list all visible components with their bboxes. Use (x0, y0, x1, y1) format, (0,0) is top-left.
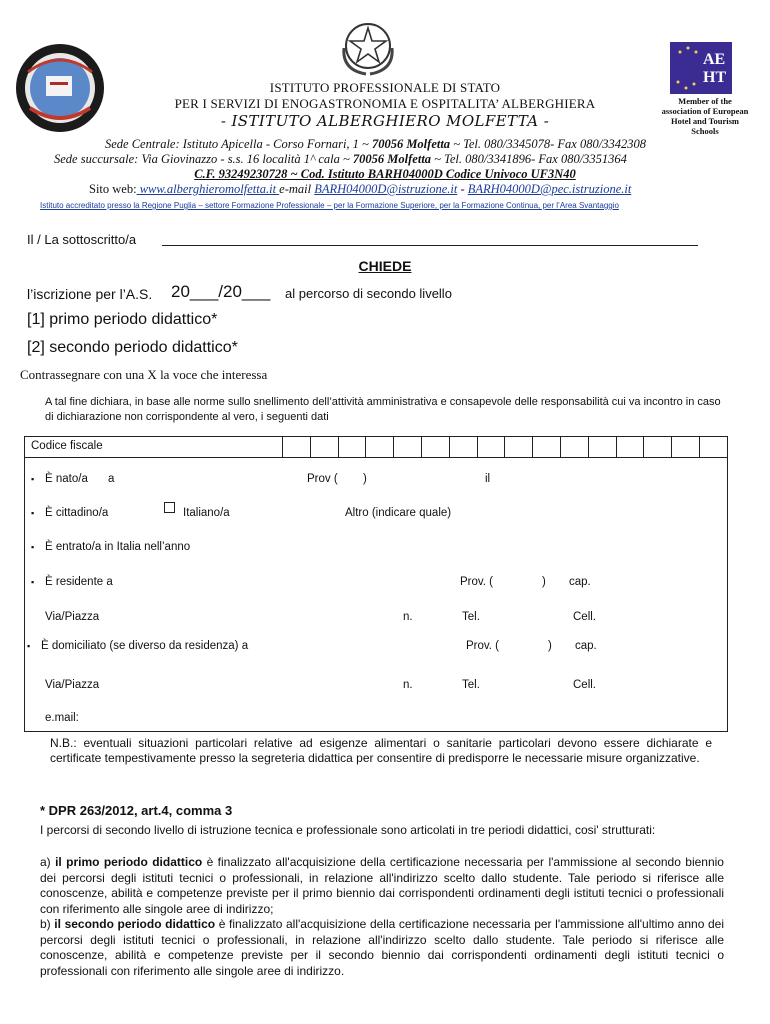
dpr-intro: I percorsi di secondo livello di istruzione tecnica e professionale sono articolati in tre periodi didattici, cosi' strutturati: (40, 823, 656, 837)
nb-note: N.B.: eventuali situazioni particolari relative ad esigenze alimentari o sanitarie particolari devono essere dichiarate e certificate tempestivamente presso la segreteria didattica per consentire di predisporre le necessarie misure organizzative. (50, 736, 712, 765)
residente-prov-open: Prov. ( (460, 576, 494, 588)
codice-fiscale-row (24, 436, 728, 458)
point-a-label: a) (40, 855, 51, 869)
codice-fiscale-cell[interactable] (532, 437, 561, 457)
email-field-label: e.mail: (45, 712, 79, 724)
codice-fiscale-cell[interactable] (643, 437, 672, 457)
nato-prov-close: ) (363, 473, 367, 485)
percorso-label: al percorso di secondo livello (285, 286, 452, 301)
email-link[interactable]: BARH04000D@istruzione.it (314, 182, 458, 196)
svg-text:HT: HT (703, 69, 727, 86)
domiciliato-n-label: n. (403, 679, 413, 691)
school-year-field[interactable]: 20___/20___ (171, 282, 271, 301)
chiede-heading: CHIEDE (358, 258, 412, 274)
accreditation-note: Istituto accreditato presso la Regione Puglia – settore Formazione Professionale – per la Formazione Superiore, per la Formazione Continua, per l’Area Svantaggio (40, 201, 619, 210)
codice-fiscale-cell[interactable] (560, 437, 589, 457)
dpr-title: * DPR 263/2012, art.4, comma 3 (40, 803, 233, 818)
nato-label: È nato/a (45, 473, 88, 485)
sottoscritto-label: Il / La sottoscritto/a (27, 232, 137, 247)
codice-fiscale-cell[interactable] (310, 437, 339, 457)
point-a-title: il primo periodo didattico (55, 855, 203, 869)
site-link[interactable]: www.alberghieromolfetta.it (136, 182, 280, 196)
bullet: ▪ (27, 641, 31, 651)
contrassegnare-note: Contrassegnare con una X la voce che interessa (20, 367, 268, 382)
residente-cell-label: Cell. (573, 611, 597, 623)
frame-left (24, 457, 25, 731)
bullet: ▪ (31, 474, 35, 484)
codice-fiscale-cell[interactable] (393, 437, 422, 457)
web-contacts (89, 182, 631, 197)
codice-fiscale-label: Codice fiscale (31, 440, 103, 452)
svg-text:AE: AE (703, 51, 726, 68)
codice-fiscale-cell[interactable] (671, 437, 700, 457)
sede-succursale-address: Sede succursale: Via Giovinazzo - s.s. 16 località 1^ cala ~ (54, 152, 353, 166)
domiciliato-label: È domiciliato (se diverso da residenza) a (41, 640, 249, 652)
cittadino-label: È cittadino/a (45, 507, 109, 519)
institute-title-line3: - ISTITUTO ALBERGHIERO MOLFETTA - (220, 112, 550, 130)
point-b-title: il secondo periodo didattico (54, 917, 216, 931)
frame-bottom (24, 731, 728, 732)
codice-fiscale-cell[interactable] (421, 437, 450, 457)
domiciliato-cap-label: cap. (575, 640, 597, 652)
sottoscritto-line[interactable] (162, 245, 698, 246)
codice-fiscale-cell[interactable] (477, 437, 506, 457)
point-b-text: è finalizzato all'acquisizione della certificazione necessaria per l'ammissione all'ultimo anno dei percorsi degli istituti tecnici o professionali, in relazione all'indirizzo scelto dallo studente. Tale periodo si riferisce alle conoscenze, abilità e competenze previste per il secondo biennio dai corrispondenti ordinamenti degli istituti tecnici o professionali con riferimento alle singole aree di indirizzo. (40, 917, 724, 978)
residente-prov-close: ) (542, 576, 546, 588)
italian-republic-emblem (336, 18, 400, 78)
residente-tel-label: Tel. (462, 611, 480, 623)
point-a-text: è finalizzato all'acquisizione della certificazione necessaria per l'ammissione al secondo biennio dei percorsi degli istituti tecnici o professionali, in relazione all'indirizzo scelto dallo studente. Tale periodo si riferisce alle conoscenze, abilità e competenze previste per il primo biennio dai corrispondenti ordinamenti degli istituti tecnici o professionali con riferimento alle singole aree di indirizzo; (40, 855, 724, 916)
fiscal-code-line: C.F. 93249230728 ~ Cod. Istituto BARH04000D Codice Univoco UF3N40 (194, 167, 576, 181)
sede-centrale-city: 70056 Molfetta (371, 137, 451, 151)
codice-fiscale-cell[interactable] (365, 437, 394, 457)
residente-label: È residente a (45, 576, 113, 588)
option-primo-periodo[interactable]: [1] primo periodo didattico* (27, 311, 218, 328)
italiano-label: Italiano/a (183, 507, 230, 519)
bullet: ▪ (31, 577, 35, 587)
sede-centrale-address: Sede Centrale: Istituto Apicella - Corso Fornari, 1 ~ (105, 137, 372, 151)
codice-fiscale-cell[interactable] (338, 437, 367, 457)
codice-fiscale-cell[interactable] (616, 437, 645, 457)
italiano-checkbox[interactable] (164, 502, 175, 513)
nato-il-label: il (485, 473, 491, 485)
point-b-label: b) (40, 917, 51, 931)
residente-cap-label: cap. (569, 576, 591, 588)
codice-fiscale-cell[interactable] (504, 437, 533, 457)
bullet: ▪ (31, 508, 35, 518)
frame-right (727, 457, 728, 731)
codice-fiscale-cell[interactable] (699, 437, 728, 457)
altro-label: Altro (indicare quale) (345, 507, 452, 519)
institute-title-line1: ISTITUTO PROFESSIONALE DI STATO (269, 80, 501, 95)
entrato-label: È entrato/a in Italia nell’anno (45, 541, 191, 553)
option-secondo-periodo[interactable]: [2] secondo periodo didattico* (27, 339, 238, 356)
iscrizione-label: l’iscrizione per l’A.S. (27, 286, 153, 302)
domiciliato-prov-close: ) (548, 640, 552, 652)
sede-succursale (54, 152, 627, 167)
separator: - (457, 182, 468, 196)
dichiara-paragraph: A tal fine dichiara, in base alle norme sullo snellimento dell’attività amministrativa e consapevole delle responsabilità cui va incontro in caso di dichiarazione non corrispondente al vero, i seguenti dati (45, 396, 721, 423)
nato-a-label: a (108, 473, 115, 485)
codice-fiscale-cell[interactable] (449, 437, 478, 457)
sede-succursale-contacts: ~ Tel. 080/3341896- Fax 080/3351364 (431, 152, 627, 166)
email-label: e-mail (279, 182, 312, 196)
residente-n-label: n. (403, 611, 413, 623)
dpr-point-b (40, 917, 724, 979)
domiciliato-tel-label: Tel. (462, 679, 480, 691)
sede-centrale-contacts: ~ Tel. 080/3345078- Fax 080/3342308 (450, 137, 646, 151)
dpr-point-a (40, 855, 724, 917)
sede-succursale-city: 70056 Molfetta (352, 152, 432, 166)
pec-email-link[interactable]: BARH04000D@pec.istruzione.it (467, 182, 632, 196)
site-label: Sito web: (89, 182, 137, 196)
codice-fiscale-cell[interactable] (588, 437, 617, 457)
domiciliato-prov-open: Prov. ( (466, 640, 500, 652)
codice-fiscale-cell[interactable] (282, 437, 311, 457)
institute-title-line2: PER I SERVIZI DI ENOGASTRONOMIA E OSPITALITA’ ALBERGHIERA (174, 96, 596, 111)
bullet: ▪ (31, 542, 35, 552)
domiciliato-cell-label: Cell. (573, 679, 597, 691)
residente-via-label: Via/Piazza (45, 611, 100, 623)
sede-centrale (105, 137, 646, 152)
domiciliato-via-label: Via/Piazza (45, 679, 100, 691)
nato-prov-open: Prov ( (307, 473, 338, 485)
member-note: Member of the association of European Hotel and Tourism Schools (661, 96, 749, 136)
